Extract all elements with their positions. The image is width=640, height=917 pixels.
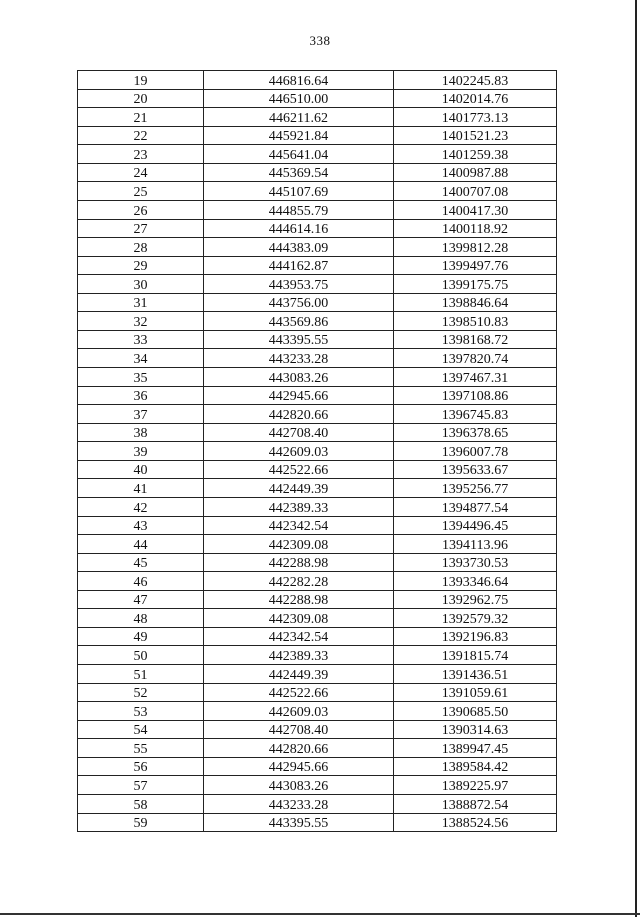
point-number-cell: 26 — [78, 200, 204, 219]
x-coordinate-cell: 446211.62 — [204, 108, 394, 127]
x-coordinate-cell: 446510.00 — [204, 89, 394, 108]
x-coordinate-cell: 443569.86 — [204, 312, 394, 331]
table-row — [78, 126, 557, 145]
x-coordinate-cell: 443083.26 — [204, 368, 394, 387]
table-row — [78, 794, 557, 813]
y-coordinate-cell: 1392962.75 — [394, 590, 557, 609]
x-coordinate-cell: 443395.55 — [204, 330, 394, 349]
table-row — [78, 683, 557, 702]
y-coordinate-cell: 1388872.54 — [394, 794, 557, 813]
x-coordinate-cell: 443233.28 — [204, 349, 394, 368]
point-number-cell: 59 — [78, 813, 204, 832]
x-coordinate-cell: 442708.40 — [204, 720, 394, 739]
y-coordinate-cell: 1399812.28 — [394, 238, 557, 257]
point-number-cell: 47 — [78, 590, 204, 609]
table-row — [78, 609, 557, 628]
x-coordinate-cell: 442389.33 — [204, 497, 394, 516]
x-coordinate-cell: 442342.54 — [204, 516, 394, 535]
point-number-cell: 43 — [78, 516, 204, 535]
table-row — [78, 312, 557, 331]
y-coordinate-cell: 1402014.76 — [394, 89, 557, 108]
point-number-cell: 28 — [78, 238, 204, 257]
table-row — [78, 275, 557, 294]
x-coordinate-cell: 442945.66 — [204, 386, 394, 405]
point-number-cell: 24 — [78, 163, 204, 182]
point-number-cell: 23 — [78, 145, 204, 164]
point-number-cell: 29 — [78, 256, 204, 275]
point-number-cell: 52 — [78, 683, 204, 702]
point-number-cell: 27 — [78, 219, 204, 238]
y-coordinate-cell: 1389225.97 — [394, 776, 557, 795]
y-coordinate-cell: 1389947.45 — [394, 739, 557, 758]
y-coordinate-cell: 1388524.56 — [394, 813, 557, 832]
y-coordinate-cell: 1390685.50 — [394, 702, 557, 721]
x-coordinate-cell: 442945.66 — [204, 757, 394, 776]
x-coordinate-cell: 444383.09 — [204, 238, 394, 257]
point-number-cell: 56 — [78, 757, 204, 776]
point-number-cell: 57 — [78, 776, 204, 795]
point-number-cell: 40 — [78, 460, 204, 479]
x-coordinate-cell: 443756.00 — [204, 293, 394, 312]
table-row — [78, 442, 557, 461]
x-coordinate-cell: 442449.39 — [204, 479, 394, 498]
point-number-cell: 34 — [78, 349, 204, 368]
y-coordinate-cell: 1391436.51 — [394, 665, 557, 684]
y-coordinate-cell: 1401521.23 — [394, 126, 557, 145]
x-coordinate-cell: 443233.28 — [204, 794, 394, 813]
point-number-cell: 41 — [78, 479, 204, 498]
point-number-cell: 20 — [78, 89, 204, 108]
y-coordinate-cell: 1401259.38 — [394, 145, 557, 164]
table-row — [78, 163, 557, 182]
table-row — [78, 386, 557, 405]
table-row — [78, 553, 557, 572]
point-number-cell: 33 — [78, 330, 204, 349]
y-coordinate-cell: 1392196.83 — [394, 627, 557, 646]
y-coordinate-cell: 1400118.92 — [394, 219, 557, 238]
x-coordinate-cell: 442449.39 — [204, 665, 394, 684]
table-row — [78, 590, 557, 609]
y-coordinate-cell: 1398510.83 — [394, 312, 557, 331]
y-coordinate-cell: 1397108.86 — [394, 386, 557, 405]
point-number-cell: 45 — [78, 553, 204, 572]
x-coordinate-cell: 445369.54 — [204, 163, 394, 182]
y-coordinate-cell: 1398846.64 — [394, 293, 557, 312]
table-row — [78, 646, 557, 665]
y-coordinate-cell: 1399497.76 — [394, 256, 557, 275]
table-row — [78, 757, 557, 776]
table-row — [78, 89, 557, 108]
y-coordinate-cell: 1394877.54 — [394, 497, 557, 516]
y-coordinate-cell: 1391815.74 — [394, 646, 557, 665]
point-number-cell: 54 — [78, 720, 204, 739]
table-row — [78, 702, 557, 721]
table-row — [78, 219, 557, 238]
point-number-cell: 58 — [78, 794, 204, 813]
table-row — [78, 200, 557, 219]
x-coordinate-cell: 442708.40 — [204, 423, 394, 442]
table-row — [78, 813, 557, 832]
table-row — [78, 182, 557, 201]
x-coordinate-cell: 445107.69 — [204, 182, 394, 201]
table-row — [78, 665, 557, 684]
y-coordinate-cell: 1396007.78 — [394, 442, 557, 461]
table-row — [78, 71, 557, 90]
y-coordinate-cell: 1395633.67 — [394, 460, 557, 479]
x-coordinate-cell: 442609.03 — [204, 702, 394, 721]
y-coordinate-cell: 1392579.32 — [394, 609, 557, 628]
x-coordinate-cell: 442288.98 — [204, 553, 394, 572]
point-number-cell: 32 — [78, 312, 204, 331]
point-number-cell: 44 — [78, 535, 204, 554]
point-number-cell: 21 — [78, 108, 204, 127]
table-row — [78, 256, 557, 275]
table-row — [78, 479, 557, 498]
table-row — [78, 238, 557, 257]
y-coordinate-cell: 1399175.75 — [394, 275, 557, 294]
x-coordinate-cell: 444614.16 — [204, 219, 394, 238]
point-number-cell: 46 — [78, 572, 204, 591]
y-coordinate-cell: 1400707.08 — [394, 182, 557, 201]
y-coordinate-cell: 1401773.13 — [394, 108, 557, 127]
x-coordinate-cell: 442342.54 — [204, 627, 394, 646]
table-row — [78, 405, 557, 424]
y-coordinate-cell: 1400987.88 — [394, 163, 557, 182]
coordinates-table-body — [78, 71, 557, 832]
y-coordinate-cell: 1394113.96 — [394, 535, 557, 554]
table-row — [78, 460, 557, 479]
point-number-cell: 37 — [78, 405, 204, 424]
table-row — [78, 497, 557, 516]
x-coordinate-cell: 444162.87 — [204, 256, 394, 275]
y-coordinate-cell: 1400417.30 — [394, 200, 557, 219]
table-row — [78, 739, 557, 758]
table-row — [78, 627, 557, 646]
point-number-cell: 25 — [78, 182, 204, 201]
point-number-cell: 30 — [78, 275, 204, 294]
y-coordinate-cell: 1391059.61 — [394, 683, 557, 702]
y-coordinate-cell: 1397820.74 — [394, 349, 557, 368]
point-number-cell: 50 — [78, 646, 204, 665]
y-coordinate-cell: 1394496.45 — [394, 516, 557, 535]
point-number-cell: 35 — [78, 368, 204, 387]
table-row — [78, 516, 557, 535]
x-coordinate-cell: 446816.64 — [204, 71, 394, 90]
table-row — [78, 535, 557, 554]
y-coordinate-cell: 1402245.83 — [394, 71, 557, 90]
table-row — [78, 145, 557, 164]
x-coordinate-cell: 443953.75 — [204, 275, 394, 294]
x-coordinate-cell: 443083.26 — [204, 776, 394, 795]
point-number-cell: 42 — [78, 497, 204, 516]
y-coordinate-cell: 1397467.31 — [394, 368, 557, 387]
y-coordinate-cell: 1395256.77 — [394, 479, 557, 498]
x-coordinate-cell: 445641.04 — [204, 145, 394, 164]
x-coordinate-cell: 442522.66 — [204, 460, 394, 479]
table-row — [78, 330, 557, 349]
y-coordinate-cell: 1390314.63 — [394, 720, 557, 739]
page-number: 338 — [309, 33, 331, 48]
point-number-cell: 31 — [78, 293, 204, 312]
table-row — [78, 572, 557, 591]
point-number-cell: 38 — [78, 423, 204, 442]
table-row — [78, 108, 557, 127]
point-number-cell: 55 — [78, 739, 204, 758]
x-coordinate-cell: 444855.79 — [204, 200, 394, 219]
x-coordinate-cell: 445921.84 — [204, 126, 394, 145]
page-edge-right — [635, 0, 637, 917]
x-coordinate-cell: 442309.08 — [204, 609, 394, 628]
y-coordinate-cell: 1396378.65 — [394, 423, 557, 442]
table-row — [78, 776, 557, 795]
point-number-cell: 48 — [78, 609, 204, 628]
coordinates-table — [77, 70, 557, 832]
table-row — [78, 720, 557, 739]
y-coordinate-cell: 1389584.42 — [394, 757, 557, 776]
y-coordinate-cell: 1393730.53 — [394, 553, 557, 572]
x-coordinate-cell: 443395.55 — [204, 813, 394, 832]
table-row — [78, 349, 557, 368]
y-coordinate-cell: 1393346.64 — [394, 572, 557, 591]
point-number-cell: 36 — [78, 386, 204, 405]
x-coordinate-cell: 442309.08 — [204, 535, 394, 554]
x-coordinate-cell: 442522.66 — [204, 683, 394, 702]
point-number-cell: 49 — [78, 627, 204, 646]
x-coordinate-cell: 442820.66 — [204, 405, 394, 424]
page-edge-bottom — [0, 913, 640, 915]
x-coordinate-cell: 442820.66 — [204, 739, 394, 758]
y-coordinate-cell: 1398168.72 — [394, 330, 557, 349]
point-number-cell: 51 — [78, 665, 204, 684]
y-coordinate-cell: 1396745.83 — [394, 405, 557, 424]
x-coordinate-cell: 442609.03 — [204, 442, 394, 461]
x-coordinate-cell: 442282.28 — [204, 572, 394, 591]
point-number-cell: 22 — [78, 126, 204, 145]
point-number-cell: 53 — [78, 702, 204, 721]
table-row — [78, 423, 557, 442]
table-row — [78, 293, 557, 312]
table-row — [78, 368, 557, 387]
point-number-cell: 39 — [78, 442, 204, 461]
point-number-cell: 19 — [78, 71, 204, 90]
x-coordinate-cell: 442288.98 — [204, 590, 394, 609]
x-coordinate-cell: 442389.33 — [204, 646, 394, 665]
